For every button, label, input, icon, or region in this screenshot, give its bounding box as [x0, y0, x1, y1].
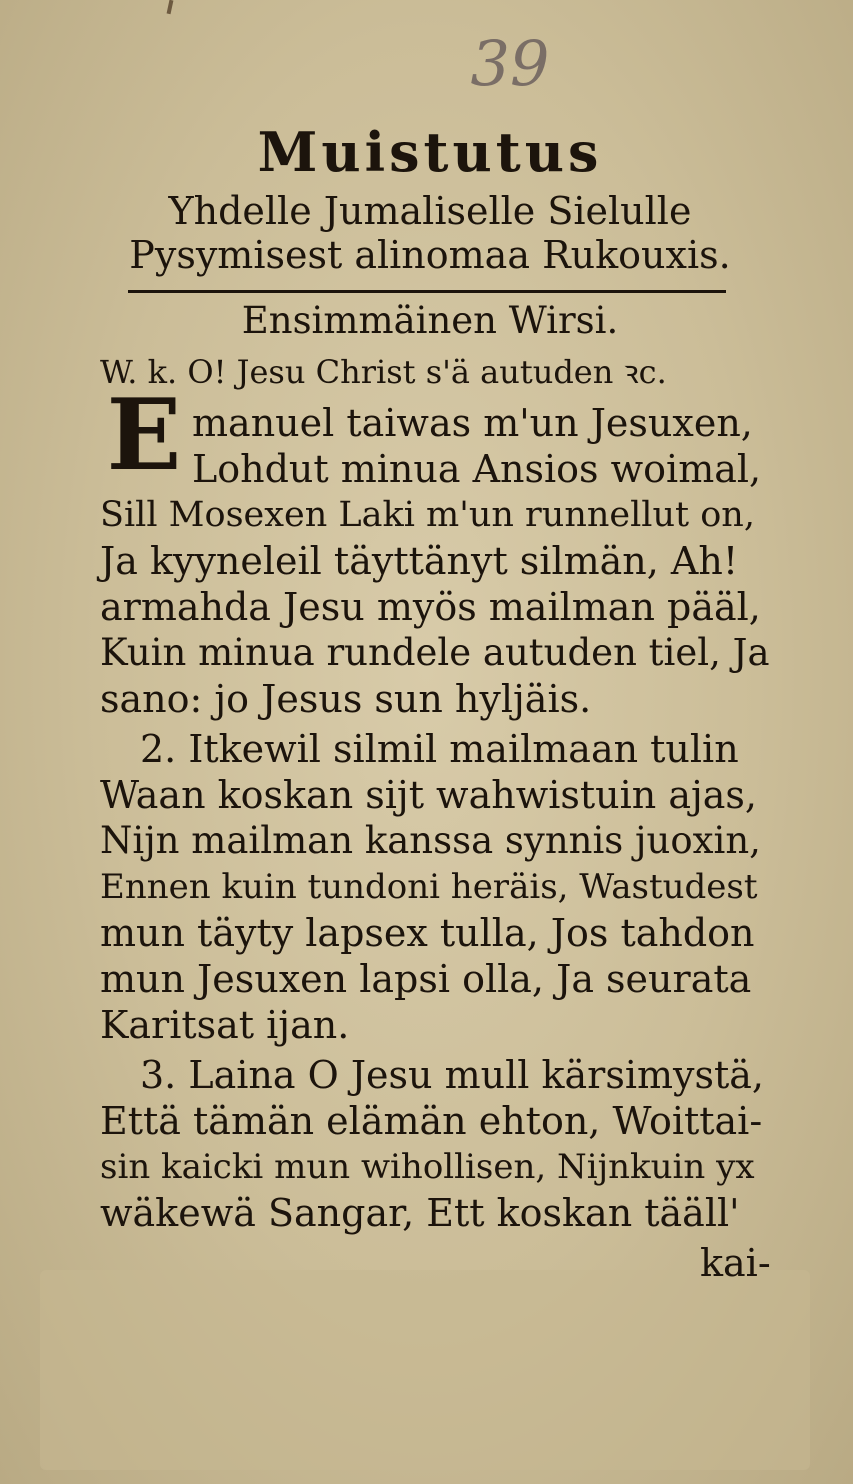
- melody-line: W. k. O! Jesu Christ s'ä autuden ꝛc.: [100, 353, 667, 391]
- verse-line: mun täyty lapsex tulla, Jos tahdon: [100, 911, 755, 955]
- verse-line: 2. Itkewil silmil mailmaan tulin: [140, 727, 739, 771]
- verse-line: Ja kyyneleil täyttänyt silmän, Ah!: [100, 539, 739, 583]
- verse-line: 3. Laina O Jesu mull kärsimystä,: [140, 1053, 764, 1097]
- page-title: Muistutus: [257, 120, 603, 184]
- hymn-title: Ensimmäinen Wirsi.: [241, 299, 619, 342]
- verse-line: Kuin minua rundele autuden tiel, Ja: [100, 631, 770, 674]
- verse-line: wäkewä Sangar, Ett koskan tääll': [100, 1191, 740, 1235]
- verse-line: manuel taiwas m'un Jesuxen,: [192, 401, 753, 445]
- catchword: kai-: [700, 1241, 771, 1285]
- verse-line: mun Jesuxen lapsi olla, Ja seurata: [100, 957, 752, 1001]
- verse-line: Waan koskan sijt wahwistuin ajas,: [100, 773, 758, 817]
- verse-line: sano: jo Jesus sun hyljäis.: [100, 677, 592, 721]
- verse-line: Ennen kuin tundoni heräis, Wastudest: [100, 867, 758, 907]
- verse-line: sin kaicki mun wihollisen, Nijnkuin yx: [100, 1147, 755, 1187]
- drop-cap: E: [106, 378, 182, 493]
- verse-line: Karitsat ijan.: [100, 1003, 350, 1047]
- verse-line: Lohdut minua Ansios woimal,: [192, 447, 762, 491]
- verse-line: armahda Jesu myös mailman pääl,: [100, 585, 761, 629]
- verse-line: Nijn mailman kanssa synnis juoxin,: [100, 819, 761, 862]
- subtitle-line-2: Pysymisest alinomaa Rukouxis.: [129, 233, 731, 277]
- verse-line: Että tämän elämän ehton, Woittai-: [100, 1099, 763, 1143]
- verse-line: Sill Mosexen Laki m'un runnellut on,: [100, 495, 755, 535]
- subtitle-line-1: Yhdelle Jumaliselle Sielulle: [168, 189, 692, 233]
- title-rule: [128, 290, 726, 293]
- folio-number: 39: [470, 27, 550, 100]
- paper-stain: [40, 1270, 810, 1470]
- ink-mark: [167, 0, 174, 14]
